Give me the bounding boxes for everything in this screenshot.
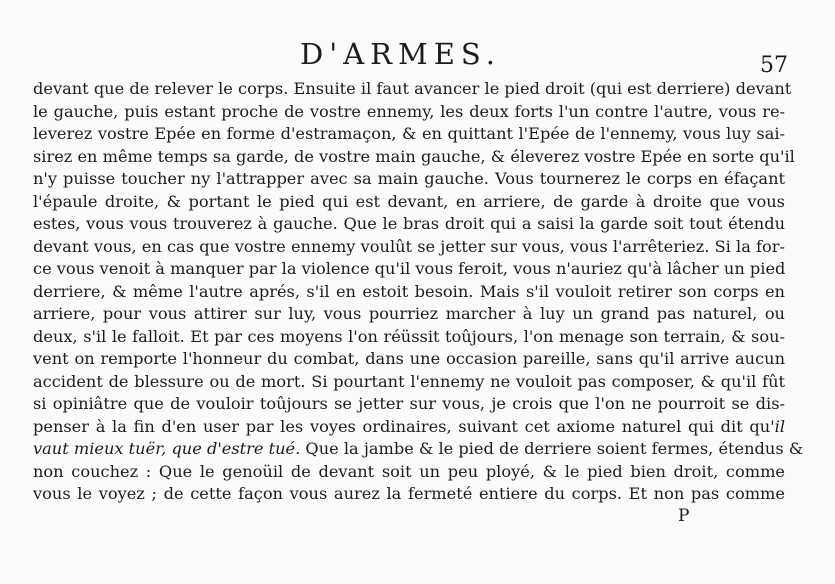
text-line: vous le voyez ; de cette façon vous aurez la fermeté entiere du corps. Et non pas comme [33, 484, 785, 503]
text-line: vent on remporte l'honneur du combat, dans une occasion pareille, sans qu'il arrive aucun [33, 349, 785, 368]
text-line: derriere, & même l'autre aprés, s'il en estoit besoin. Mais s'il vouloit retirer son corps en [33, 281, 785, 301]
italic-quote: il [774, 416, 785, 436]
text-line: non couchez : Que le genoüil de devant soit un peu ployé, & le pied bien droit, comme [33, 461, 785, 481]
text-line: penser à la fin d'en user par les voyes ordinaires, suivant cet axiome naturel qui dit qu'il [33, 416, 785, 436]
text-line: estes, vous vous trouverez à gauche. Que le bras droit qui a saisi la garde soit tout étendu [33, 214, 785, 233]
text-line: vaut mieux tuër, que d'estre tué. Que la jambe & le pied de derriere soient fermes, étendus & [33, 439, 804, 458]
text-line: devant vous, en cas que vostre ennemy voulût se jetter sur vous, vous l'arrêteriez. Si la for- [33, 236, 785, 256]
body-text [33, 78, 804, 506]
text-line: sirez en même temps sa garde, de vostre main gauche, & éleverez vostre Epée en sorte qu'il [33, 146, 795, 166]
signature-mark: P [678, 506, 690, 526]
text-line: deux, s'il le falloit. Et par ces moyens l'on réüssit toûjours, l'on menage son terrain, & sou- [33, 326, 785, 346]
text-line: si opiniâtre que de vouloir toûjours se jetter sur vous, je crois que l'on ne pourroit se dis- [33, 394, 785, 413]
text-line: accident de blessure ou de mort. Si pourtant l'ennemy ne vouloit pas composer, & qu'il fût [33, 371, 785, 391]
italic-quote: vaut mieux tuër, que d'estre tué. [33, 439, 301, 458]
text-line: leverez vostre Epée en forme d'estramaçon, & en quittant l'Epée de l'ennemy, vous luy sai- [33, 124, 785, 143]
text-line: arriere, pour vous attirer sur luy, vous pourriez marcher à luy un grand pas naturel, ou [33, 304, 785, 323]
page-number: 57 [760, 53, 788, 78]
text-line: devant que de relever le corps. Ensuite il faut avancer le pied droit (qui est derriere) devant [33, 79, 792, 98]
text-line: l'épaule droite, & portant le pied qui est devant, en arriere, de garde à droite que vous [33, 191, 785, 211]
text-line: n'y puisse toucher ny l'attrapper avec sa main gauche. Vous tournerez le corps en éfaçant [33, 169, 785, 188]
running-title: D'ARMES. [300, 37, 501, 71]
text-line: le gauche, puis estant proche de vostre ennemy, les deux forts l'un contre l'autre, vous re- [33, 101, 785, 121]
text-line: ce vous venoit à manquer par la violence qu'il vous feroit, vous n'auriez qu'à lâcher un pied [33, 259, 786, 278]
